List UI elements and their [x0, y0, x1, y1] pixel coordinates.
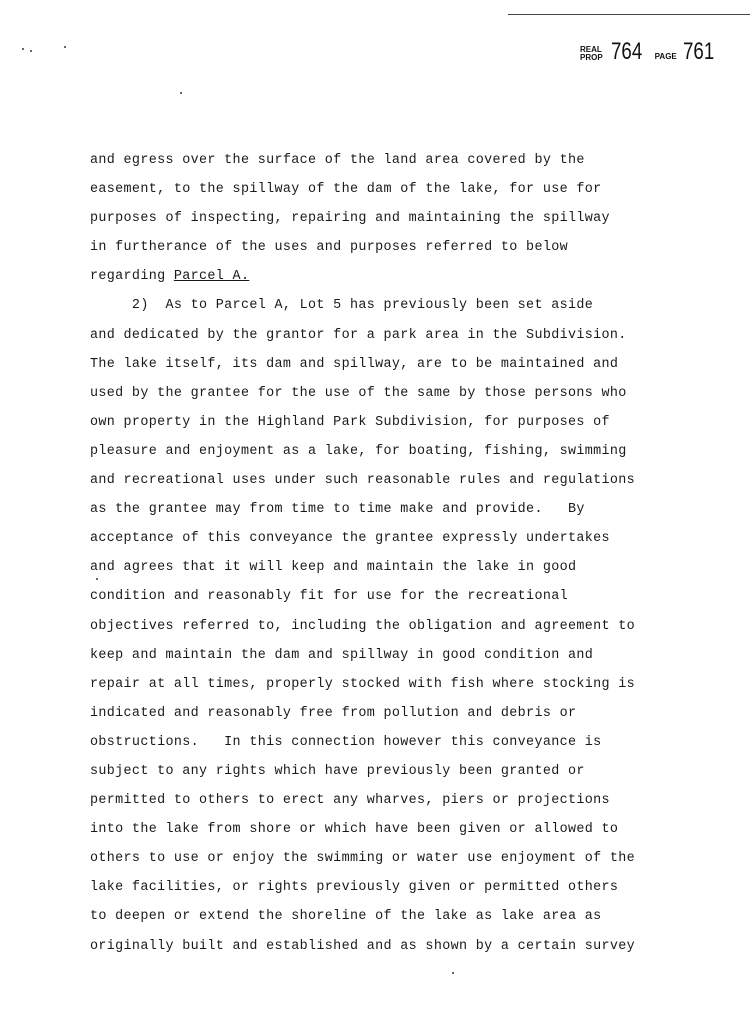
text-line: and dedicated by the grantor for a park area in the Subdivision. [90, 327, 627, 343]
text-line: to deepen or extend the shoreline of the lake as lake area as [90, 909, 602, 925]
text-line: easement, to the spillway of the dam of the lake, for use for [90, 182, 602, 198]
text-line: indicated and reasonably free from pollution and debris or [90, 705, 577, 721]
text-line: and recreational uses under such reasonable rules and regulations [90, 473, 636, 489]
text-line: acceptance of this conveyance the grantee expressly undertakes [90, 531, 610, 547]
top-edge-rule [508, 14, 750, 15]
text-line: repair at all times, properly stocked with fish where stocking is [90, 676, 636, 692]
text-line: originally built and established and as shown by a certain survey [90, 938, 636, 954]
text-line: and agrees that it will keep and maintain the lake in good [90, 560, 577, 576]
text-line [90, 262, 710, 291]
stamp-label-top: REAL [580, 45, 602, 54]
text-line: purposes of inspecting, repairing and maintaining the spillway [90, 211, 610, 227]
text-line: pleasure and enjoyment as a lake, for boating, fishing, swimming [90, 443, 627, 459]
text-line: into the lake from shore or which have been given or allowed to [90, 822, 619, 838]
text-line: permitted to others to erect any wharves, piers or projections [90, 793, 610, 809]
text-line: condition and reasonably fit for use for the recreational [90, 589, 568, 605]
text-line: objectives referred to, including the obligation and agreement to [90, 618, 636, 634]
book-page-stamp [580, 36, 740, 66]
page-word: PAGE [654, 52, 677, 61]
text-line: own property in the Highland Park Subdivision, for purposes of [90, 414, 610, 430]
scan-speck [180, 92, 182, 94]
text-line: keep and maintain the dam and spillway in good condition and [90, 647, 594, 663]
text-line: in furtherance of the uses and purposes referred to below [90, 240, 568, 256]
scan-speck [22, 48, 24, 50]
scan-speck [452, 972, 454, 974]
text-line: lake facilities, or rights previously given or permitted others [90, 880, 619, 896]
text-line: as the grantee may from time to time make and provide. By [90, 502, 585, 518]
text-line: others to use or enjoy the swimming or water use enjoyment of the [90, 851, 636, 867]
real-prop-label [580, 46, 603, 62]
stamp-label-bottom: PROP [580, 53, 603, 62]
book-number: 764 [610, 38, 642, 65]
page-number: 761 [682, 38, 714, 65]
scan-speck [64, 46, 66, 48]
document-body [90, 146, 710, 961]
scan-speck [30, 50, 32, 52]
text-line: used by the grantee for the use of the same by those persons who [90, 385, 627, 401]
text-line: subject to any rights which have previously been granted or [90, 763, 585, 779]
text-line: obstructions. In this connection however this conveyance is [90, 734, 602, 750]
text-line: and egress over the surface of the land area covered by the [90, 153, 585, 168]
text-line: 2) As to Parcel A, Lot 5 has previously been set aside [90, 298, 594, 314]
parcel-a-reference: Parcel A. [173, 269, 250, 285]
text-segment: regarding [90, 269, 174, 285]
text-line: The lake itself, its dam and spillway, are to be maintained and [90, 356, 619, 372]
